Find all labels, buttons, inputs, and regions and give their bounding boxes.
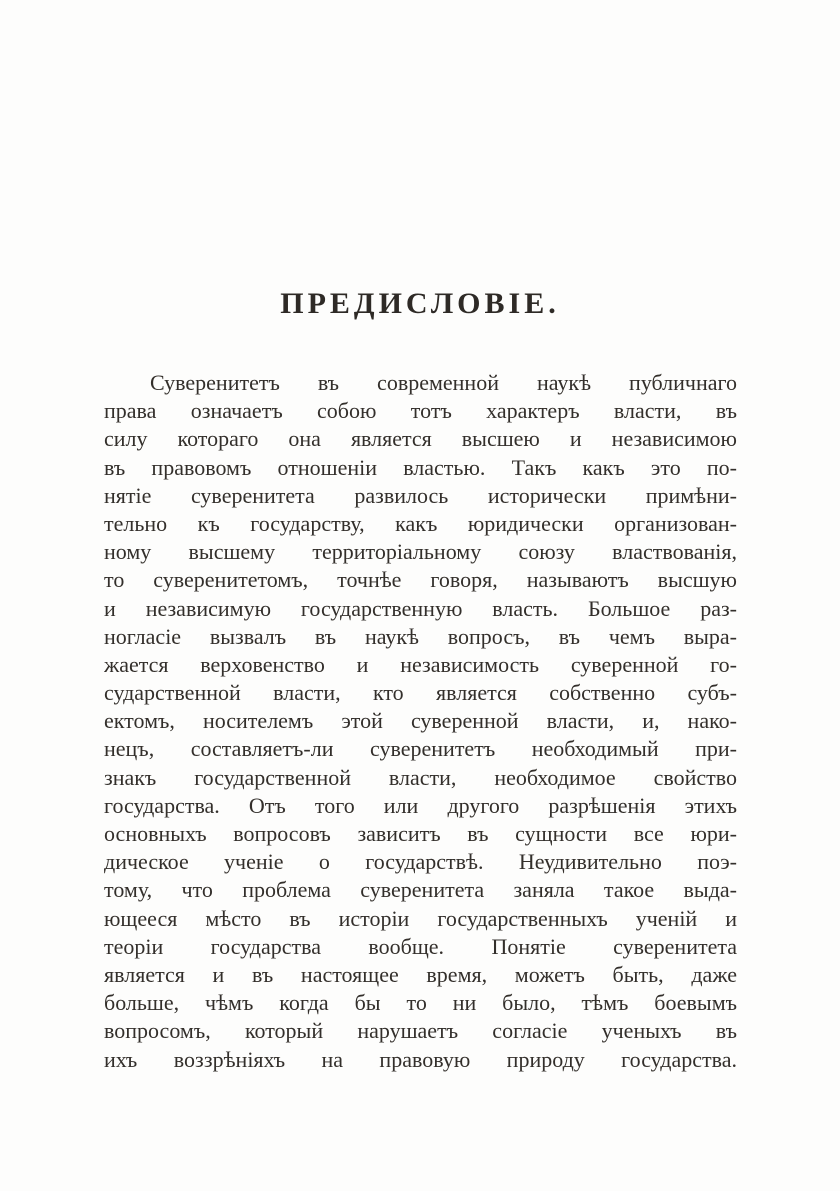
text-line: теоріи государства вообще. Понятіе суверенитета (104, 933, 737, 959)
text-line: основныхъ вопросовъ зависитъ въ сущности все юри- (104, 821, 737, 846)
text-line: Суверенитетъ въ современной наукѣ публичнаго (150, 370, 737, 395)
text-line: ющееся мѣсто въ исторіи государственныхъ ученій и (104, 905, 737, 931)
text-line: сударственной власти, кто является собственно субъ- (104, 680, 737, 706)
text-line: ихъ воззрѣніяхъ на правовую природу государства. (104, 1046, 737, 1072)
text-line: и независимую государственную власть. Большое раз- (104, 595, 737, 621)
text-line: права означаетъ собою тотъ характеръ власти, въ (104, 398, 737, 424)
text-line: тому, что проблема суверенитета заняла такое выда- (104, 877, 737, 903)
text-line: нецъ, составляетъ-ли суверенитетъ необходимый при- (104, 736, 737, 762)
text-line: жается верховенство и независимость суверенной го- (104, 651, 737, 677)
text-line: въ правовомъ отношеніи властью. Такъ какъ это по- (104, 454, 737, 480)
body-paragraph (104, 369, 737, 1074)
text-line: ному высшему территоріальному союзу властвованія, (104, 539, 737, 565)
text-line: является и въ настоящее время, можетъ быть, даже (104, 961, 737, 987)
text-line: знакъ государственной власти, необходимое свойство (104, 764, 737, 790)
text-line: дическое ученіе о государствѣ. Неудивительно поэ- (104, 849, 737, 875)
text-line: ногласіе вызвалъ въ наукѣ вопросъ, въ чемъ выра- (104, 623, 737, 649)
text-line: вопросомъ, который нарушаетъ согласіе ученыхъ въ (104, 1018, 737, 1044)
text-line: ектомъ, носителемъ этой суверенной власти, и, нако- (104, 708, 737, 734)
text-line: то суверенитетомъ, точнѣе говоря, называютъ высшую (104, 567, 737, 593)
text-line: тельно къ государству, какъ юридически организован- (104, 510, 737, 536)
text-line: нятіе суверенитета развилось исторически примѣни- (104, 482, 737, 508)
page-title: ПРЕДИСЛОВІЕ. (280, 287, 560, 320)
text-line: силу котораго она является высшею и независимою (104, 426, 737, 452)
text-line: государства. Отъ того или другого разрѣшенія этихъ (104, 792, 737, 818)
text-line: больше, чѣмъ когда бы то ни было, тѣмъ боевымъ (104, 990, 737, 1016)
